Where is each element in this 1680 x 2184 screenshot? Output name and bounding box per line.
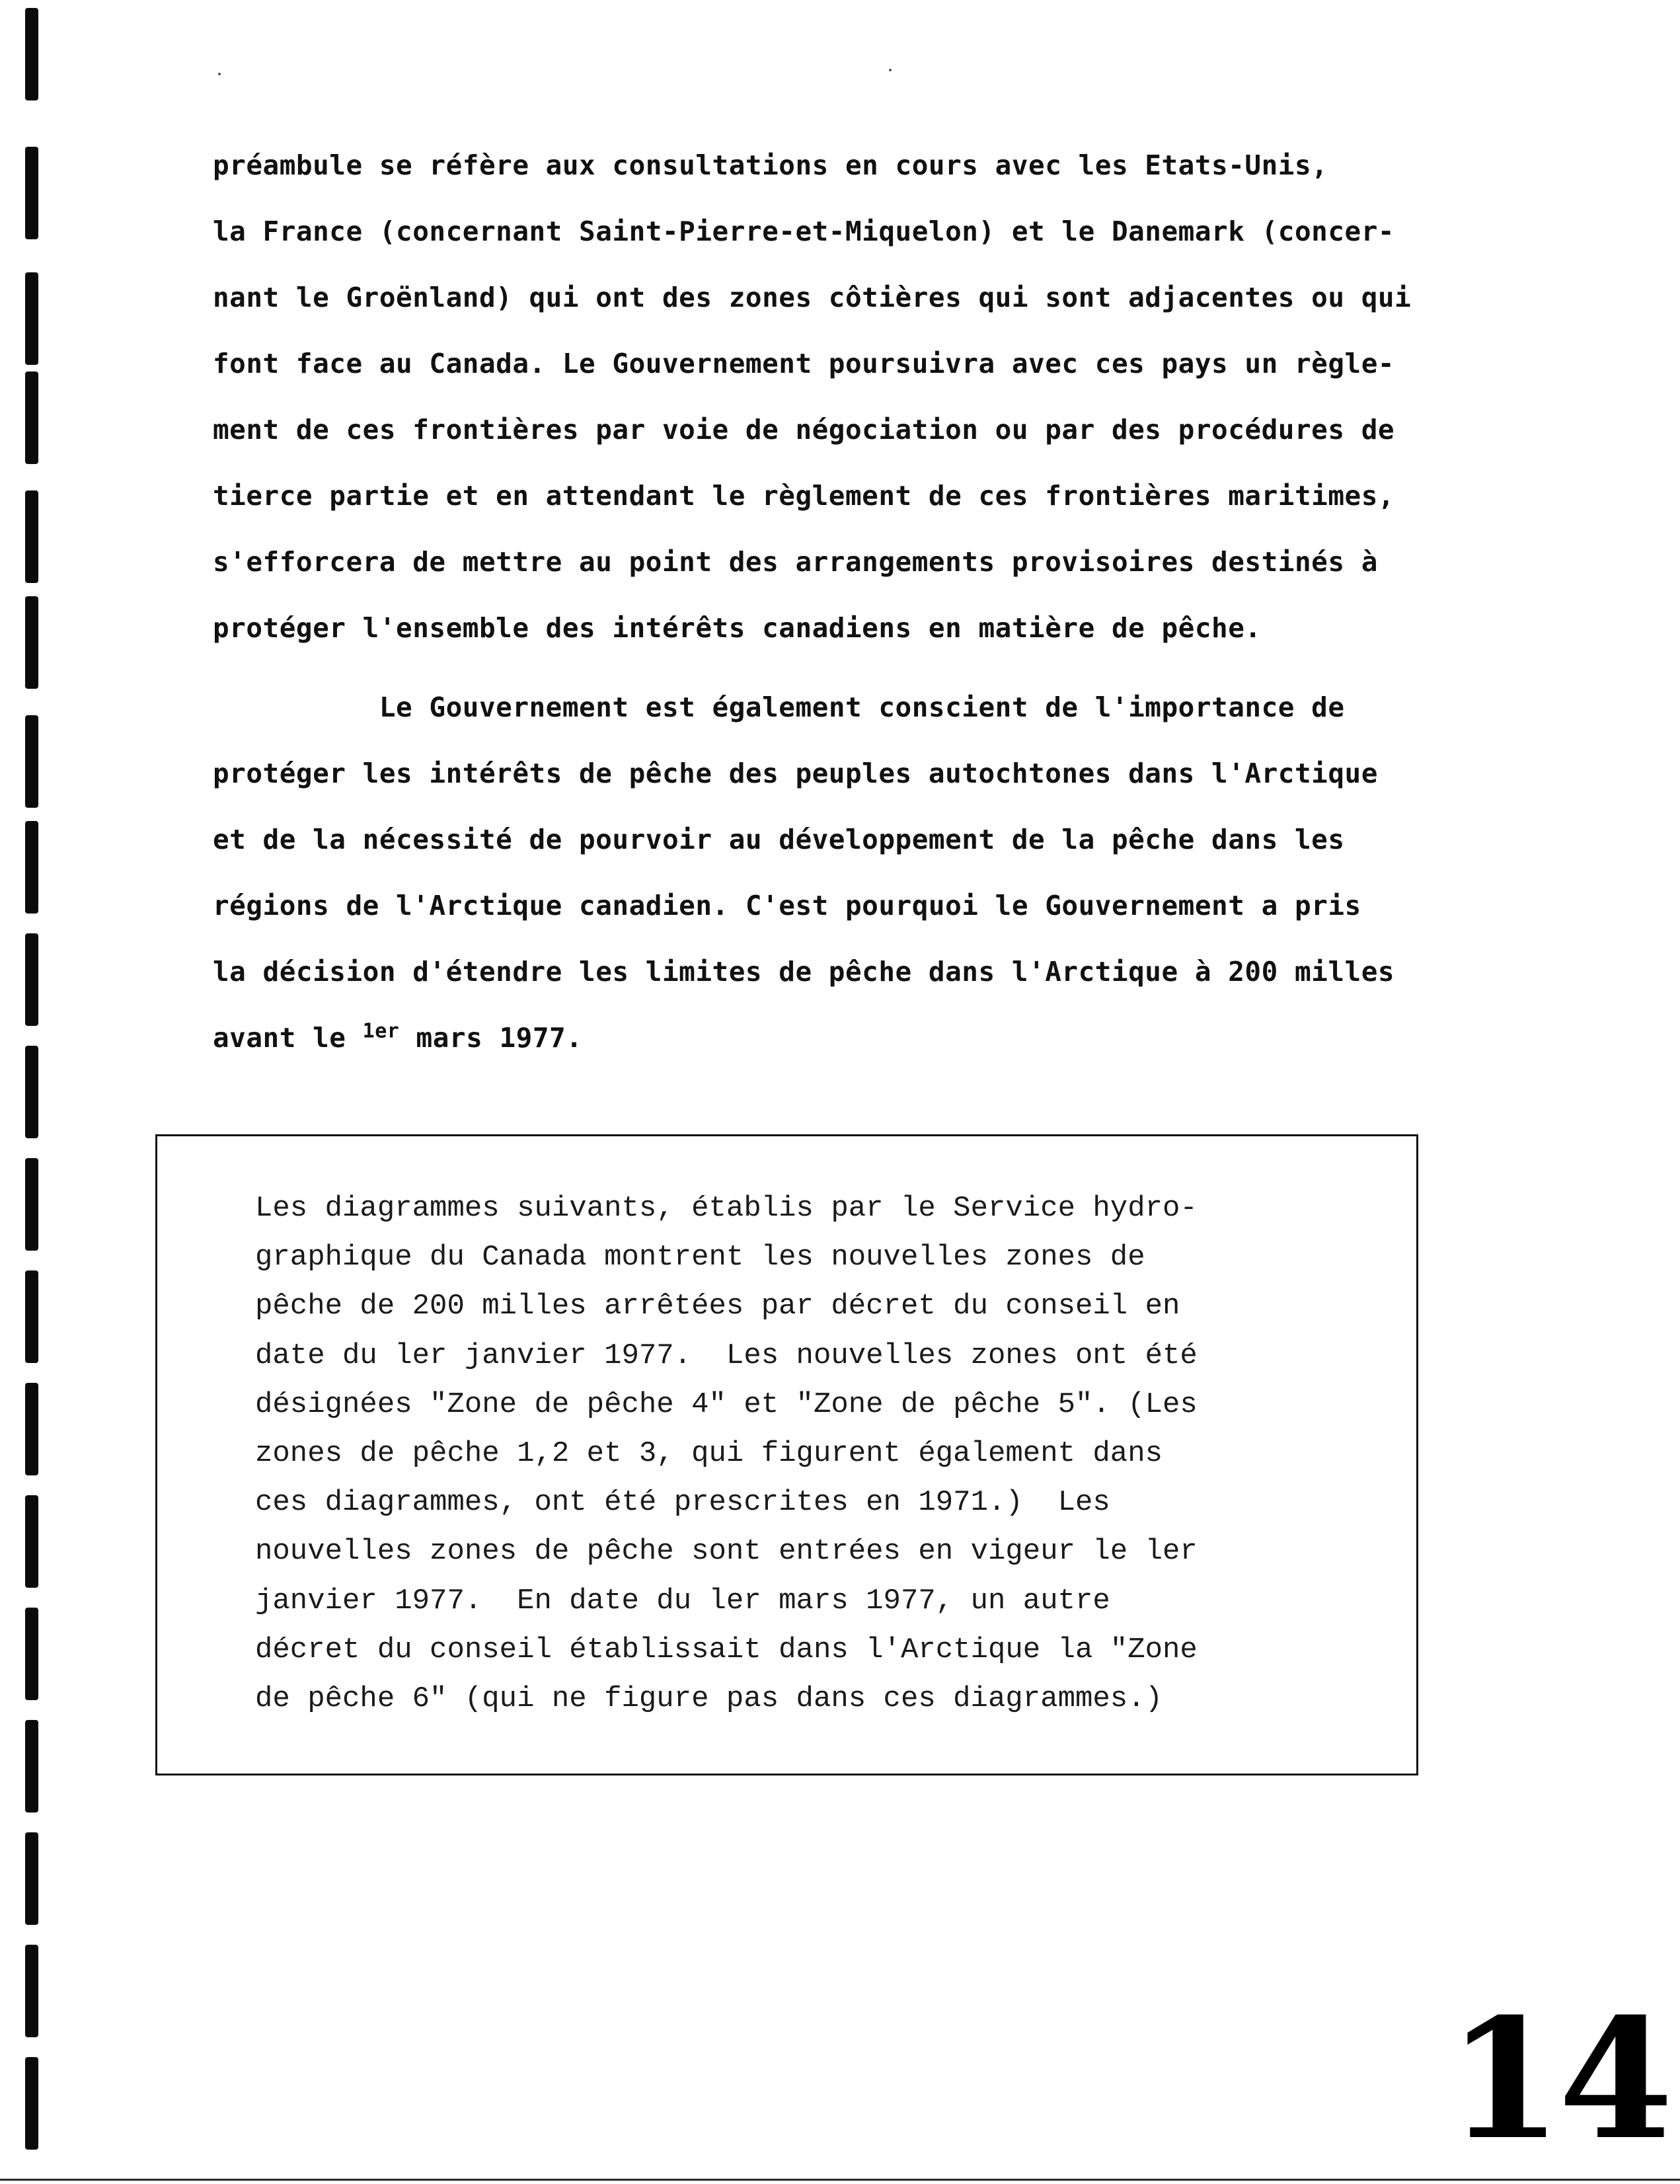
binder-mark: [25, 1608, 38, 1700]
body-line: font face au Canada. Le Gouvernement poursuivra avec ces pays un règle-: [213, 348, 1395, 379]
binder-mark: [25, 1832, 38, 1925]
ordinal-superscript: 1er: [362, 1019, 400, 1043]
body-line: la France (concernant Saint-Pierre-et-Miquelon) et le Danemark (concer-: [213, 215, 1395, 247]
binder-mark: [25, 272, 38, 365]
binder-mark: [25, 2057, 38, 2150]
body-line: Le Gouvernement est également conscient de l'importance de: [213, 691, 1345, 723]
binder-mark: [25, 1158, 38, 1251]
scan-speck: [889, 69, 892, 71]
note-line: date du ler janvier 1977. Les nouvelles zones ont été: [255, 1339, 1198, 1372]
binder-mark: [25, 8, 38, 100]
last-line-end: mars 1977.: [399, 1022, 583, 1054]
body-line: s'efforcera de mettre au point des arrangements provisoires destinés à: [213, 546, 1378, 578]
note-line: janvier 1977. En date du ler mars 1977, un autre: [255, 1584, 1110, 1618]
binder-mark: [25, 371, 38, 464]
note-line: zones de pêche 1,2 et 3, qui figurent également dans: [255, 1437, 1163, 1471]
binder-mark: [25, 1495, 38, 1588]
note-box-text: [255, 1184, 1379, 1723]
body-line: nant le Groënland) qui ont des zones côtières qui sont adjacentes ou qui: [213, 282, 1412, 313]
last-line-start: avant le: [213, 1022, 363, 1054]
binder-mark: [25, 1383, 38, 1475]
note-line: désignées "Zone de pêche 4" et "Zone de pêche 5". (Les: [255, 1387, 1198, 1421]
body-line: protéger les intérêts de pêche des peuples autochtones dans l'Arctique: [213, 758, 1378, 789]
body-line: et de la nécessité de pourvoir au développement de la pêche dans les: [213, 824, 1345, 855]
body-line: préambule se réfère aux consultations en cours avec les Etats-Unis,: [213, 149, 1328, 181]
body-line: protéger l'ensemble des intérêts canadiens en matière de pêche.: [213, 612, 1262, 644]
binder-hole-marks: [20, 0, 46, 2184]
binder-mark: [25, 1720, 38, 1813]
body-line-last: [213, 1005, 1422, 1071]
note-line: Les diagrammes suivants, établis par le Service hydro-: [255, 1192, 1198, 1225]
binder-mark: [25, 933, 38, 1026]
binder-mark: [25, 596, 38, 689]
binder-mark: [25, 1270, 38, 1363]
note-line: de pêche 6" (qui ne figure pas dans ces diagrammes.): [255, 1682, 1163, 1716]
binder-mark: [25, 147, 38, 239]
note-line: nouvelles zones de pêche sont entrées en vigeur le ler: [255, 1535, 1198, 1569]
note-line: décret du conseil établissait dans l'Arctique la "Zone: [255, 1633, 1198, 1666]
body-line: tierce partie et en attendant le règlement de ces frontières maritimes,: [213, 480, 1395, 512]
bottom-edge-line: [0, 2179, 1680, 2181]
body-line: régions de l'Arctique canadien. C'est pourquoi le Gouvernement a pris: [213, 890, 1361, 921]
binder-mark: [25, 715, 38, 808]
scan-speck: [218, 73, 221, 75]
binder-mark: [25, 1945, 38, 2037]
note-line: pêche de 200 milles arrêtées par décret du conseil en: [255, 1290, 1180, 1323]
page-number: 14: [1447, 1982, 1669, 2176]
note-box: [155, 1134, 1418, 1775]
binder-mark: [25, 1046, 38, 1138]
note-line: ces diagrammes, ont été prescrites en 1971.) Les: [255, 1486, 1110, 1520]
body-text: [213, 132, 1422, 1071]
binder-mark: [25, 821, 38, 914]
binder-mark: [25, 490, 38, 583]
note-line: graphique du Canada montrent les nouvelles zones de: [255, 1241, 1145, 1274]
body-line: la décision d'étendre les limites de pêche dans l'Arctique à 200 milles: [213, 956, 1395, 988]
body-line: ment de ces frontières par voie de négociation ou par des procédures de: [213, 414, 1395, 446]
